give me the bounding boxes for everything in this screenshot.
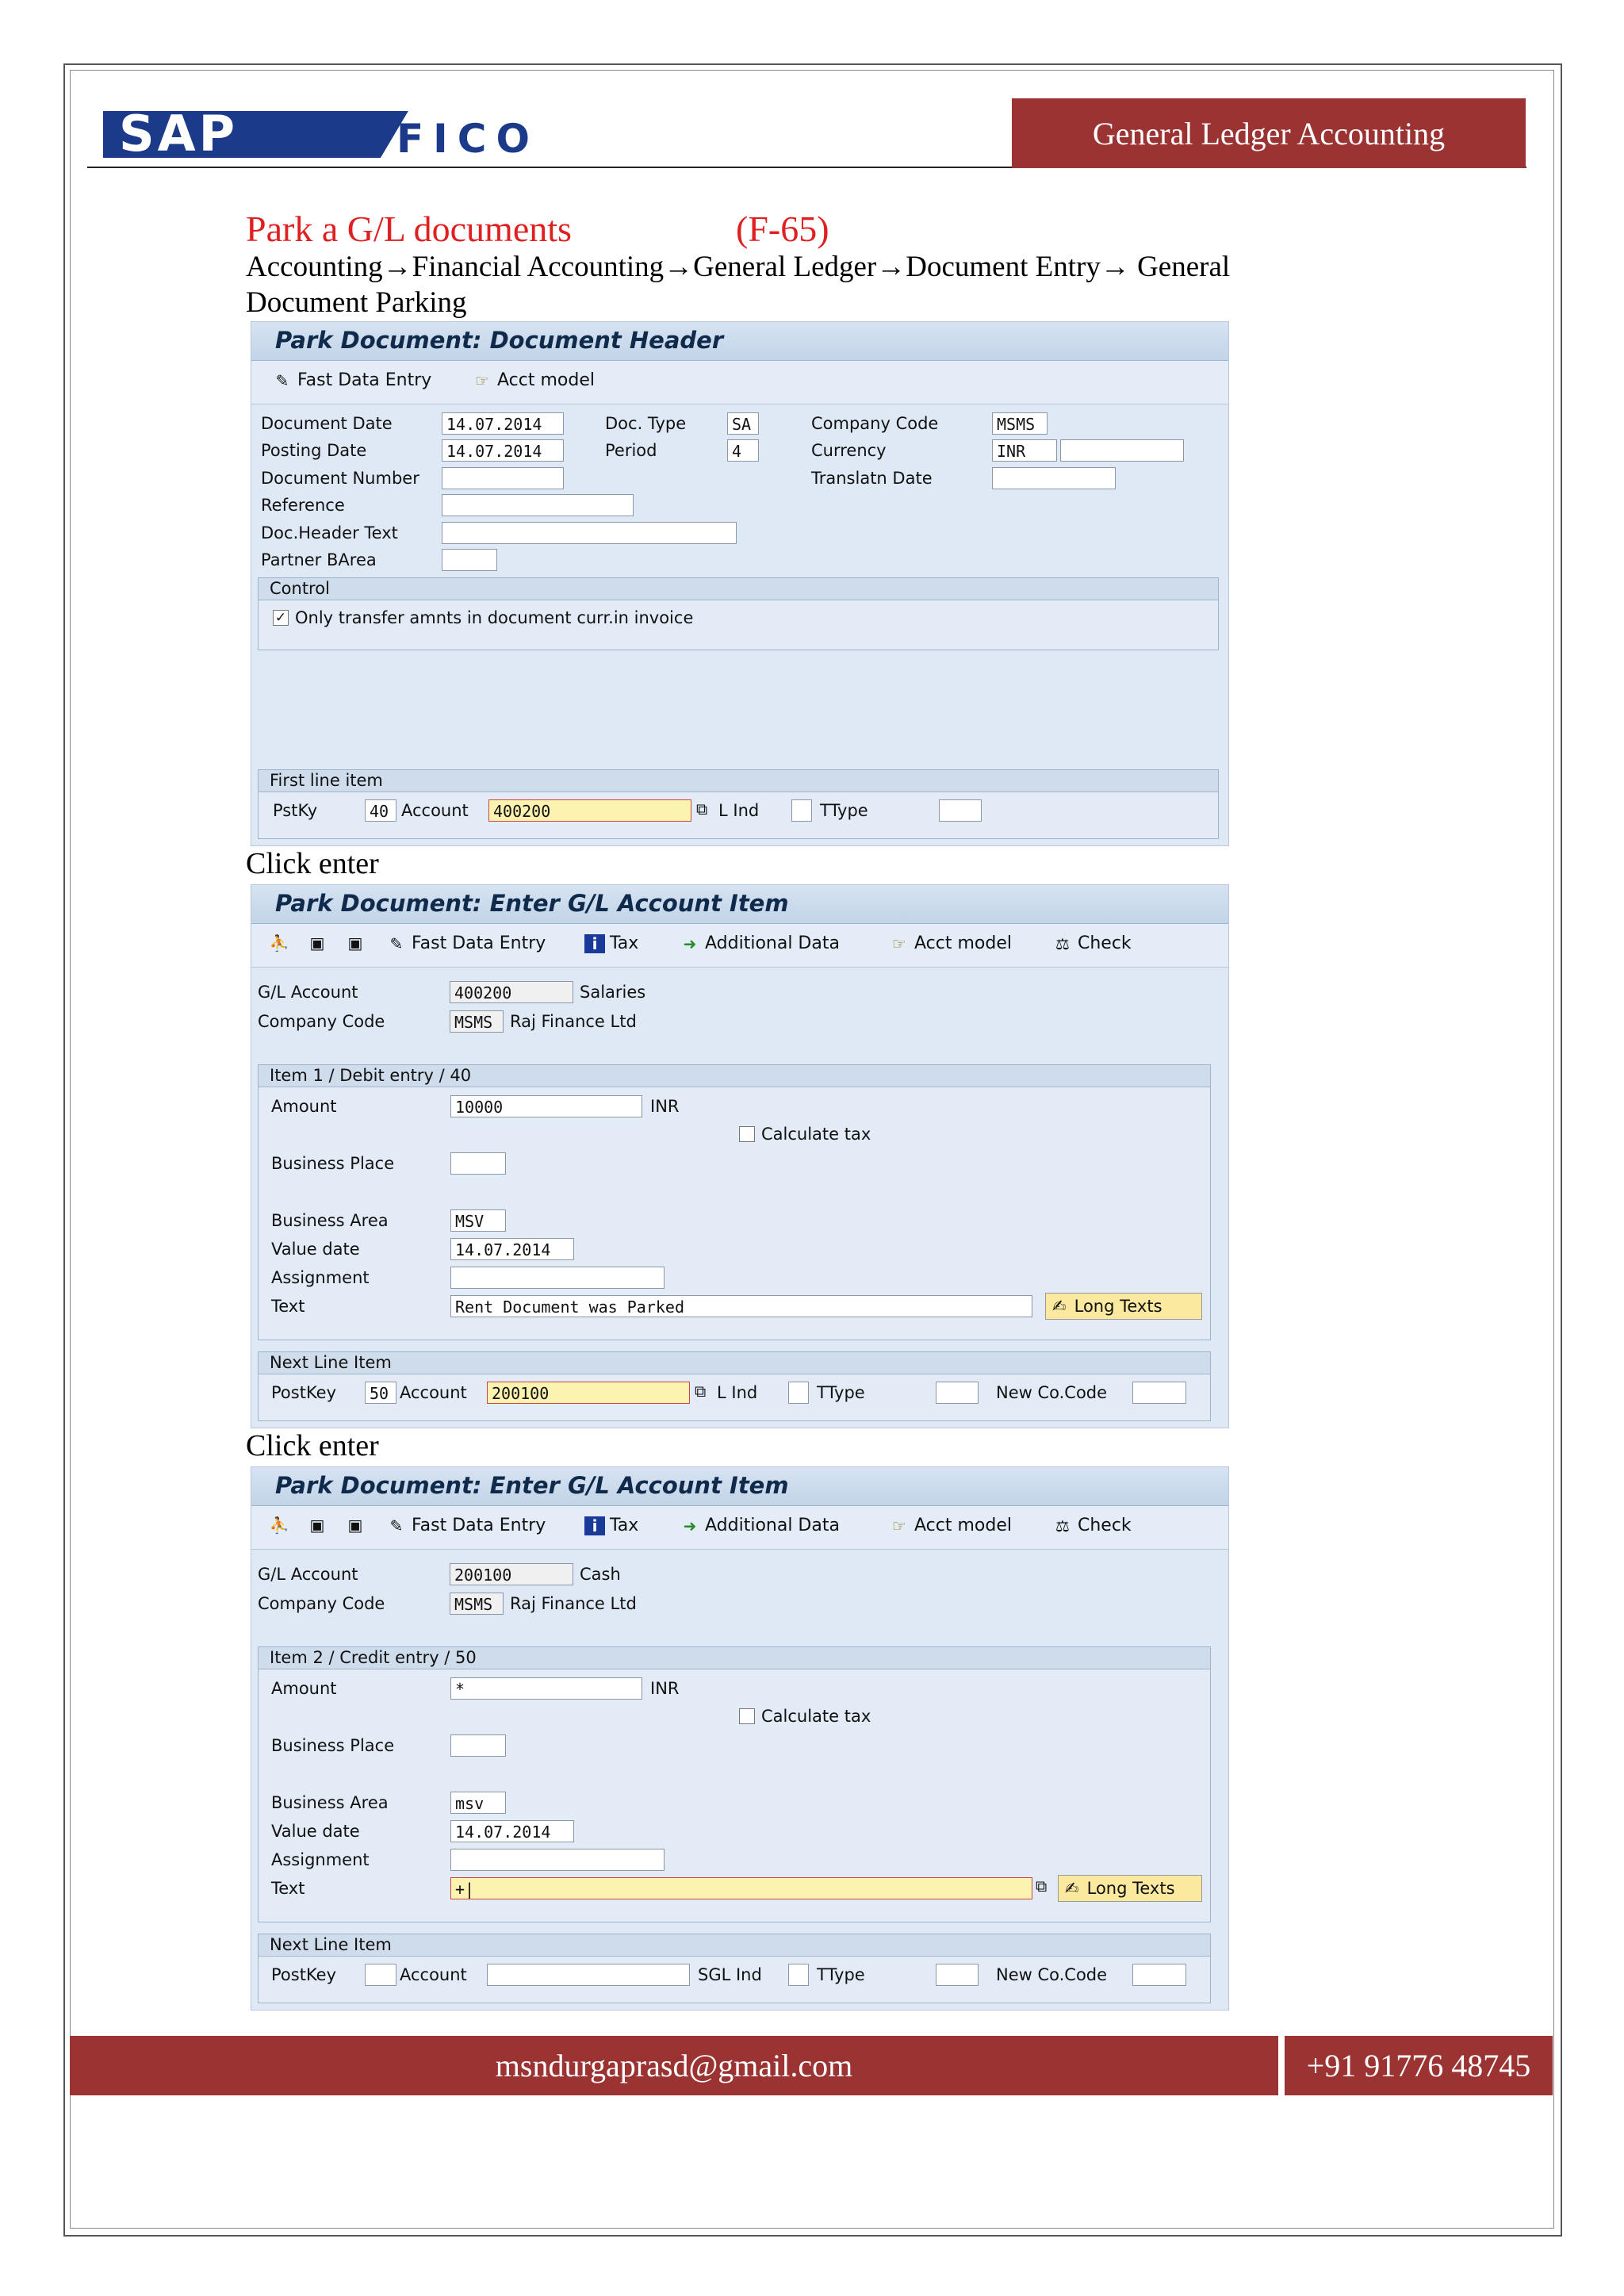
new-co-code-label: New Co.Code bbox=[996, 1965, 1108, 1984]
lind-label: L Ind bbox=[718, 801, 760, 820]
translation-date-label: Translatn Date bbox=[811, 469, 933, 488]
arrow-icon: ➜ bbox=[683, 933, 697, 953]
item-group bbox=[258, 1646, 1211, 1922]
calculate-tax-checkbox[interactable] bbox=[739, 1126, 755, 1142]
calculate-tax-checkbox[interactable] bbox=[739, 1708, 755, 1724]
posting-date-field[interactable]: 14.07.2014 bbox=[442, 439, 564, 462]
fast-data-entry-button[interactable]: ✎ Fast Data Entry bbox=[272, 370, 431, 390]
company-code-label: Company Code bbox=[258, 1594, 385, 1613]
ttype-label: TType bbox=[820, 801, 868, 820]
document-date-field[interactable]: 14.07.2014 bbox=[442, 412, 564, 435]
account-label: Account bbox=[400, 1383, 467, 1402]
partner-barea-label: Partner BArea bbox=[261, 550, 377, 569]
text-field[interactable]: +| bbox=[450, 1877, 1032, 1899]
currency-label: INR bbox=[650, 1679, 680, 1698]
value-date-label: Value date bbox=[271, 1240, 360, 1259]
gl-account-label: G/L Account bbox=[258, 983, 358, 1002]
screen-title: Park Document: Enter G/L Account Item bbox=[275, 1472, 789, 1499]
company-code-label: Company Code bbox=[811, 414, 939, 433]
sgl-ind-field[interactable] bbox=[788, 1964, 809, 1986]
text-label: Text bbox=[271, 1297, 305, 1316]
currency-field[interactable]: INR bbox=[992, 439, 1057, 462]
screen-next-icon: ▣ bbox=[347, 933, 363, 953]
company-code-field: MSMS bbox=[450, 1593, 504, 1615]
toolbar bbox=[251, 361, 1228, 404]
lind-field[interactable] bbox=[791, 799, 812, 822]
postkey-label: PostKey bbox=[271, 1965, 337, 1984]
additional-data-button[interactable]: ➜ Additional Data bbox=[680, 933, 840, 953]
screen-next-icon: ▣ bbox=[347, 1516, 363, 1535]
acct-model-button[interactable]: ☞ Acct model bbox=[889, 1516, 1012, 1535]
postkey-label: PstKy bbox=[273, 801, 318, 820]
next-line-item-group bbox=[258, 1934, 1211, 2003]
next-line-item-title: Next Line Item bbox=[259, 1352, 1210, 1374]
lind-field[interactable] bbox=[788, 1382, 809, 1404]
next-line-item-title: Next Line Item bbox=[259, 1934, 1210, 1957]
value-date-label: Value date bbox=[271, 1822, 360, 1841]
document-number-label: Document Number bbox=[261, 469, 419, 488]
text-label: Text bbox=[271, 1879, 305, 1898]
postkey-field[interactable] bbox=[365, 1964, 396, 1986]
posting-date-label: Posting Date bbox=[261, 441, 367, 460]
account-field[interactable]: 200100 bbox=[487, 1382, 690, 1404]
person-icon: ⛹ bbox=[269, 933, 289, 953]
screen-back-icon: ▣ bbox=[309, 1516, 325, 1535]
amount-field[interactable]: * bbox=[450, 1677, 642, 1700]
next-item-button[interactable] bbox=[345, 933, 366, 953]
ttype-field[interactable] bbox=[939, 799, 982, 822]
company-code-desc: Raj Finance Ltd bbox=[510, 1012, 637, 1031]
matchcode-icon[interactable]: ⧉ bbox=[1036, 1876, 1048, 1895]
ttype-label: TType bbox=[817, 1383, 865, 1402]
toolbar bbox=[251, 924, 1228, 968]
scales-icon: ⚖ bbox=[1055, 1516, 1070, 1535]
screen-title-bar bbox=[251, 1467, 1228, 1506]
ttype-label: TType bbox=[817, 1965, 865, 1984]
person-icon: ⛹ bbox=[269, 1516, 289, 1535]
business-place-field[interactable] bbox=[450, 1734, 506, 1757]
next-line-item-group bbox=[258, 1351, 1211, 1421]
previous-item-button[interactable] bbox=[307, 1516, 327, 1535]
lind-label: L Ind bbox=[717, 1383, 758, 1402]
person-icon-button[interactable] bbox=[269, 1516, 289, 1535]
long-texts-icon: ✍ bbox=[1052, 1297, 1067, 1316]
svg-text:SAP: SAP bbox=[119, 105, 239, 163]
gl-account-field: 400200 bbox=[450, 981, 573, 1003]
business-area-field[interactable]: MSV bbox=[450, 1209, 506, 1232]
amount-field[interactable]: 10000 bbox=[450, 1095, 642, 1117]
document-number-field[interactable] bbox=[442, 467, 564, 489]
exchange-rate-field[interactable] bbox=[1060, 439, 1184, 462]
postkey-field[interactable]: 50 bbox=[365, 1382, 396, 1404]
assignment-field[interactable] bbox=[450, 1849, 665, 1871]
screen-title-bar bbox=[251, 885, 1228, 924]
sap-screen-document-header bbox=[251, 321, 1229, 846]
acct-model-button[interactable]: ☞ Acct model bbox=[889, 933, 1012, 953]
control-group bbox=[258, 577, 1219, 650]
fast-data-entry-button[interactable]: ✎ Fast Data Entry bbox=[386, 933, 546, 953]
arrow-icon: ➜ bbox=[683, 1516, 697, 1535]
period-label: Period bbox=[605, 441, 657, 460]
account-label: Account bbox=[401, 801, 469, 820]
control-group-title: Control bbox=[259, 578, 1218, 600]
fast-data-entry-button[interactable]: ✎ Fast Data Entry bbox=[386, 1516, 546, 1535]
long-texts-button[interactable]: ✍ Long Texts bbox=[1058, 1875, 1202, 1902]
instruction-1: Click enter bbox=[246, 847, 379, 880]
gl-account-label: G/L Account bbox=[258, 1565, 358, 1584]
page-title: Park a G/L documents bbox=[246, 209, 572, 249]
assignment-field[interactable] bbox=[450, 1267, 665, 1289]
footer-email: msndurgaprasd@gmail.com bbox=[70, 2036, 1278, 2095]
svg-text:FICO: FICO bbox=[396, 116, 539, 162]
amount-label: Amount bbox=[271, 1097, 337, 1116]
gl-account-desc: Salaries bbox=[580, 983, 646, 1002]
screen-back-icon: ▣ bbox=[309, 933, 325, 953]
calculate-tax-label: Calculate tax bbox=[761, 1707, 871, 1726]
company-code-field[interactable]: MSMS bbox=[992, 412, 1048, 435]
gl-account-field: 200100 bbox=[450, 1563, 573, 1585]
gl-account-desc: Cash bbox=[580, 1565, 621, 1584]
account-field[interactable]: 400200 bbox=[488, 799, 691, 822]
additional-data-button[interactable]: ➜ Additional Data bbox=[680, 1516, 840, 1535]
new-co-code-label: New Co.Code bbox=[996, 1383, 1108, 1402]
footer-phone: +91 91776 48745 bbox=[1285, 2036, 1553, 2095]
item-group bbox=[258, 1064, 1211, 1340]
menu-path: Accounting→Financial Accounting→General Ledger→Document Entry→ General Document Parking bbox=[246, 251, 1231, 319]
instruction-2: Click enter bbox=[246, 1429, 379, 1462]
company-code-label: Company Code bbox=[258, 1012, 385, 1031]
info-icon: i bbox=[584, 1516, 605, 1535]
screen-title-bar bbox=[251, 322, 1228, 361]
sap-screen-item-2 bbox=[251, 1466, 1229, 2010]
business-place-field[interactable] bbox=[450, 1152, 506, 1175]
partner-barea-field[interactable] bbox=[442, 549, 497, 571]
tax-button[interactable]: i Tax bbox=[584, 933, 638, 953]
toolbar bbox=[251, 1506, 1228, 1550]
tax-button[interactable]: i Tax bbox=[584, 1516, 638, 1535]
check-button[interactable]: ⚖ Check bbox=[1052, 933, 1132, 953]
period-field[interactable]: 4 bbox=[727, 439, 759, 462]
first-line-item-title: First line item bbox=[259, 770, 1218, 792]
assignment-label: Assignment bbox=[271, 1268, 370, 1287]
doc-header-text-label: Doc.Header Text bbox=[261, 523, 398, 542]
long-texts-button[interactable]: ✍ Long Texts bbox=[1045, 1293, 1202, 1320]
currency-label: Currency bbox=[811, 441, 887, 460]
next-item-button[interactable] bbox=[345, 1516, 366, 1535]
doc-type-field[interactable]: SA bbox=[727, 412, 759, 435]
only-transfer-label: Only transfer amnts in document curr.in invoice bbox=[295, 608, 694, 627]
sap-screen-item-1 bbox=[251, 884, 1229, 1428]
text-field[interactable]: Rent Document was Parked bbox=[450, 1295, 1032, 1317]
section-title: General Ledger Accounting bbox=[1012, 98, 1526, 168]
matchcode-icon[interactable]: ⧉ bbox=[695, 1382, 707, 1401]
translation-date-field[interactable] bbox=[992, 467, 1116, 489]
hand-icon: ☞ bbox=[892, 1516, 906, 1535]
sap-fico-logo bbox=[103, 105, 603, 164]
new-co-code-field[interactable] bbox=[1132, 1382, 1186, 1404]
reference-label: Reference bbox=[261, 496, 345, 515]
value-date-field[interactable]: 14.07.2014 bbox=[450, 1820, 574, 1842]
postkey-field[interactable]: 40 bbox=[365, 799, 396, 822]
document-date-label: Document Date bbox=[261, 414, 393, 433]
new-co-code-field[interactable] bbox=[1132, 1964, 1186, 1986]
calculate-tax-label: Calculate tax bbox=[761, 1125, 871, 1144]
item-group-title: Item 1 / Debit entry / 40 bbox=[259, 1065, 1210, 1087]
account-field[interactable] bbox=[487, 1964, 690, 1986]
previous-item-button[interactable] bbox=[307, 933, 327, 953]
assignment-label: Assignment bbox=[271, 1850, 370, 1869]
value-date-field[interactable]: 14.07.2014 bbox=[450, 1238, 574, 1260]
ttype-field[interactable] bbox=[936, 1964, 979, 1986]
info-icon: i bbox=[584, 934, 605, 953]
hand-icon: ☞ bbox=[892, 933, 906, 953]
first-line-item-group bbox=[258, 769, 1219, 839]
long-texts-icon: ✍ bbox=[1065, 1879, 1079, 1898]
currency-label: INR bbox=[650, 1097, 680, 1116]
business-area-field[interactable]: msv bbox=[450, 1792, 506, 1814]
screen-title: Park Document: Enter G/L Account Item bbox=[275, 890, 789, 917]
pencil-icon: ✎ bbox=[275, 370, 289, 390]
hand-icon: ☞ bbox=[475, 370, 489, 390]
business-place-label: Business Place bbox=[271, 1154, 395, 1173]
sgl-ind-label: SGL Ind bbox=[698, 1965, 762, 1984]
company-code-desc: Raj Finance Ltd bbox=[510, 1594, 637, 1613]
ttype-field[interactable] bbox=[936, 1382, 979, 1404]
acct-model-button[interactable]: ☞ Acct model bbox=[472, 370, 595, 390]
check-button[interactable]: ⚖ Check bbox=[1052, 1516, 1132, 1535]
doc-type-label: Doc. Type bbox=[605, 414, 687, 433]
business-place-label: Business Place bbox=[271, 1736, 395, 1755]
screen-title: Park Document: Document Header bbox=[275, 327, 724, 354]
item-group-title: Item 2 / Credit entry / 50 bbox=[259, 1647, 1210, 1669]
pencil-icon: ✎ bbox=[389, 1516, 404, 1535]
doc-header-text-field[interactable] bbox=[442, 522, 737, 544]
business-area-label: Business Area bbox=[271, 1793, 389, 1812]
company-code-field: MSMS bbox=[450, 1010, 504, 1033]
amount-label: Amount bbox=[271, 1679, 337, 1698]
account-label: Account bbox=[400, 1965, 467, 1984]
transaction-code: (F-65) bbox=[736, 209, 829, 249]
postkey-label: PostKey bbox=[271, 1383, 337, 1402]
business-area-label: Business Area bbox=[271, 1211, 389, 1230]
pencil-icon: ✎ bbox=[389, 933, 404, 953]
reference-field[interactable] bbox=[442, 494, 634, 516]
matchcode-icon[interactable]: ⧉ bbox=[696, 799, 708, 818]
scales-icon: ⚖ bbox=[1055, 933, 1070, 953]
person-icon-button[interactable] bbox=[269, 933, 289, 953]
only-transfer-checkbox[interactable]: ✓ bbox=[273, 610, 289, 626]
